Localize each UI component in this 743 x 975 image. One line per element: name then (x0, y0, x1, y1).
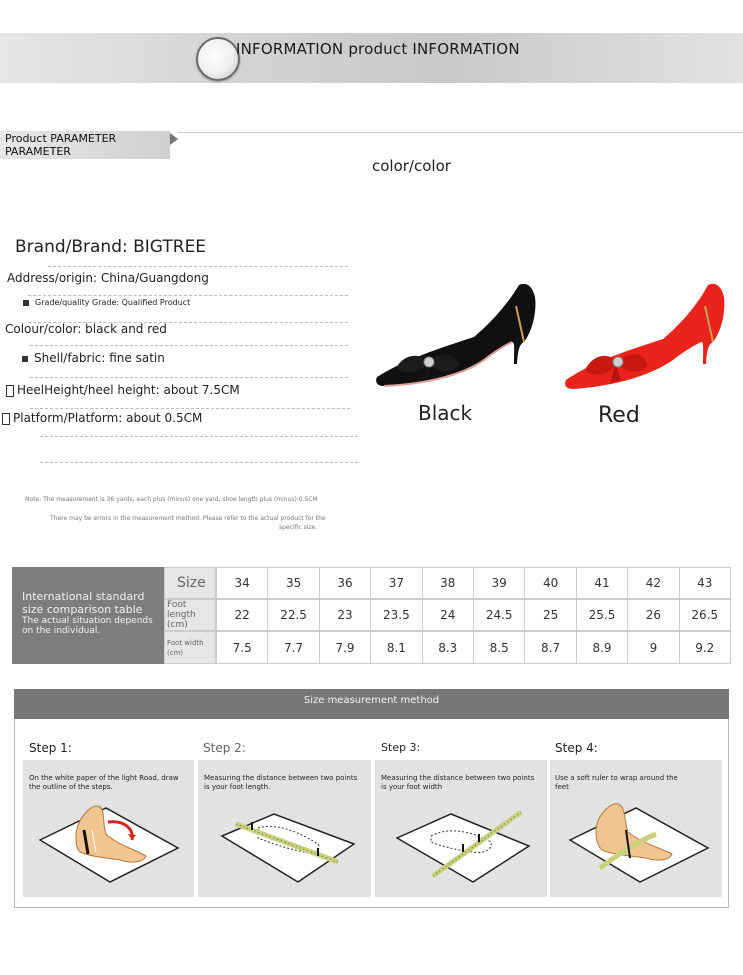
size-table-cell-foot-width: 8.9 (576, 631, 628, 664)
step-4-text: Use a soft ruler to wrap around the feet (555, 774, 678, 791)
size-table-cell-foot-width: 7.9 (319, 631, 371, 664)
divider (30, 345, 348, 346)
size-table-cell-foot-length: 26.5 (679, 599, 731, 631)
size-table-cell-foot-length: 23.5 (370, 599, 422, 631)
banner-circle-icon (196, 37, 240, 81)
step-1-illustration (36, 800, 182, 884)
shoe-label-black: Black (418, 401, 473, 425)
size-table-cell-size: 38 (422, 567, 474, 599)
spec-heel-text: HeelHeight/heel height: about 7.5CM (17, 383, 240, 397)
divider (40, 462, 358, 463)
step-1-text: On the white paper of the light Road, draw the outline of the steps. (29, 774, 179, 791)
size-table-cell-size: 43 (679, 567, 731, 599)
spec-fabric-text: Shell/fabric: fine satin (34, 351, 165, 365)
size-table-subtitle: The actual situation depends on the individual. (22, 616, 153, 636)
red-shoe-image (563, 282, 729, 398)
divider (178, 132, 743, 133)
black-shoe-image (374, 282, 540, 398)
step-1-label: Step 1: (29, 741, 72, 755)
note-line: Note: The measurement is 36 yards, each plus (minus) one yard, shoe length plus (minus) 0.5CM (25, 496, 318, 503)
missing-glyph-icon (6, 385, 14, 397)
size-table (164, 567, 730, 664)
shoe-label-red: Red (598, 403, 640, 428)
divider (30, 377, 348, 378)
size-table-cell-size: 37 (370, 567, 422, 599)
size-table-cell-size: 34 (216, 567, 268, 599)
size-table-cell-foot-length: 24.5 (473, 599, 525, 631)
color-section-title: color/color (372, 157, 451, 175)
step-3-illustration (393, 808, 533, 886)
divider (40, 436, 358, 437)
size-table-cell-foot-width: 8.1 (370, 631, 422, 664)
spec-brand: Brand/Brand: BIGTREE (15, 237, 207, 257)
size-table-cell-size: 41 (576, 567, 628, 599)
spec-colour: Colour/color: black and red (5, 322, 167, 336)
size-table-cell-foot-length: 23 (319, 599, 371, 631)
spec-grade-text: Grade/quality Grade: Qualified Product (35, 298, 191, 307)
divider (30, 408, 350, 409)
size-table-cell-foot-width: 8.7 (524, 631, 576, 664)
size-table-cell-size: 40 (524, 567, 576, 599)
size-table-cell-size: 42 (627, 567, 679, 599)
step-2-illustration (218, 808, 358, 886)
spec-grade (23, 298, 190, 307)
step-2-text: Measuring the distance between two points is your foot length. (204, 774, 358, 791)
size-table-cell-foot-width: 8.5 (473, 631, 525, 664)
size-table-row-label: Foot length (cm) (164, 599, 216, 631)
size-table-cell-foot-width: 7.7 (267, 631, 319, 664)
spec-platform-text: Platform/Platform: about 0.5CM (13, 411, 203, 425)
header-title: INFORMATION product INFORMATION (236, 40, 520, 58)
size-table-cell-size: 35 (267, 567, 319, 599)
note-line: specific size. (279, 524, 318, 531)
size-table-row-label: Foot width (cm) (164, 631, 216, 664)
bullet-icon (22, 356, 28, 362)
note-line: There may be errors in the measurement method. Please refer to the actual product for the (50, 515, 326, 522)
spec-platform (2, 411, 202, 425)
size-table-cell-foot-length: 25 (524, 599, 576, 631)
size-table-title: International standard size comparison table (22, 590, 145, 616)
size-table-cell-foot-width: 8.3 (422, 631, 474, 664)
parameter-tab-label: Product PARAMETER PARAMETER (5, 132, 117, 158)
size-table-cell-foot-width: 7.5 (216, 631, 268, 664)
size-table-cell-foot-width: 9.2 (679, 631, 731, 664)
bullet-icon (23, 300, 29, 306)
size-table-cell-foot-width: 9 (627, 631, 679, 664)
step-3-label: Step 3: (381, 741, 421, 754)
tab-arrow-icon (170, 133, 178, 145)
size-table-row-label: Size (164, 567, 216, 599)
divider (28, 295, 348, 296)
divider (48, 266, 348, 267)
spec-fabric (22, 351, 165, 365)
size-table-cell-size: 39 (473, 567, 525, 599)
size-table-cell-size: 36 (319, 567, 371, 599)
step-3-text: Measuring the distance between two points is your foot width (381, 774, 535, 791)
measurement-title: Size measurement method (303, 695, 440, 706)
spec-heel (6, 383, 240, 397)
size-table-cell-foot-length: 22 (216, 599, 268, 631)
size-table-cell-foot-length: 25.5 (576, 599, 628, 631)
step-4-illustration (566, 800, 712, 884)
missing-glyph-icon (2, 413, 10, 425)
step-2-label: Step 2: (203, 741, 246, 755)
size-table-cell-foot-length: 24 (422, 599, 474, 631)
spec-origin: Address/origin: China/Guangdong (7, 271, 209, 285)
step-4-label: Step 4: (555, 741, 598, 755)
size-table-cell-foot-length: 26 (627, 599, 679, 631)
size-table-cell-foot-length: 22.5 (267, 599, 319, 631)
